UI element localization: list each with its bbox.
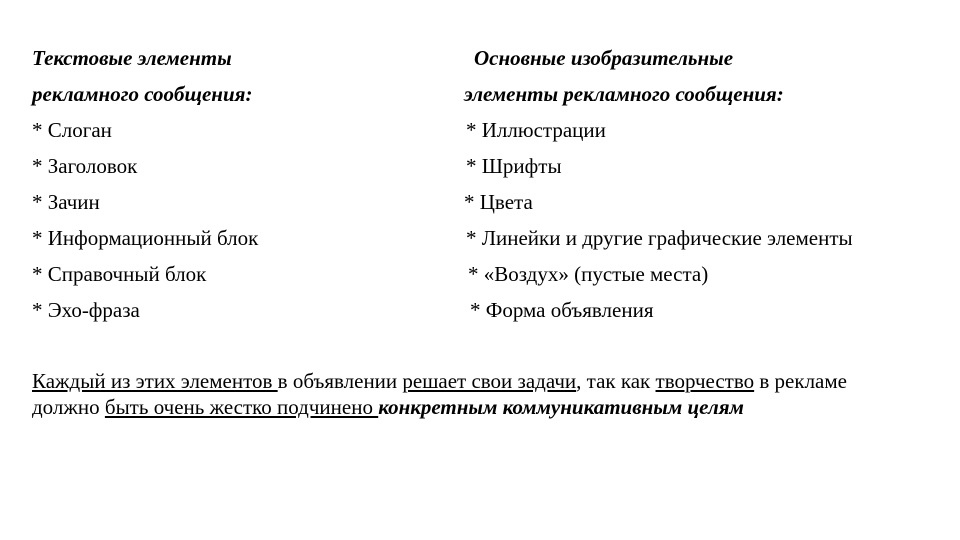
text-element-item-slogan: * Слоган: [32, 118, 112, 142]
visual-elements-heading-line1: Основные изобразительные: [474, 46, 734, 70]
summary-part-4: , так как: [576, 369, 656, 393]
summary-part-3: решает свои задачи: [402, 369, 577, 393]
summary-part-6: в рекламе должно: [32, 369, 847, 419]
visual-element-item-fonts: * Шрифты: [466, 154, 562, 178]
text-element-item-info-block: * Информационный блок: [32, 226, 259, 250]
summary-part-5: творчество: [655, 369, 755, 393]
summary-part-1: Каждый из этих элементов: [32, 369, 278, 393]
text-elements-column: [32, 40, 432, 328]
visual-element-item-illustrations: * Иллюстрации: [466, 118, 606, 142]
visual-element-item-ad-format: * Форма объявления: [470, 298, 654, 322]
text-elements-heading-line2: рекламного сообщения:: [32, 82, 253, 106]
summary-paragraph: [32, 368, 912, 420]
text-elements-heading-line1: Текстовые элементы: [32, 46, 232, 70]
summary-part-2: в объявлении: [277, 369, 403, 393]
visual-elements-heading-line2: элементы рекламного сообщения:: [464, 82, 784, 106]
text-element-item-reference-block: * Справочный блок: [32, 262, 207, 286]
text-element-item-echo-phrase: * Эхо-фраза: [32, 298, 140, 322]
text-element-item-headline: * Заголовок: [32, 154, 138, 178]
visual-element-item-white-space: * «Воздух» (пустые места): [468, 262, 709, 286]
visual-element-item-rules: * Линейки и другие графические элементы: [466, 226, 853, 250]
visual-element-item-colors: * Цвета: [464, 190, 533, 214]
text-element-item-lead: * Зачин: [32, 190, 100, 214]
summary-part-7: быть очень жестко подчинено: [104, 395, 379, 419]
visual-elements-column: [462, 40, 942, 328]
summary-part-8: конкретным коммуникативным целям: [378, 395, 744, 419]
